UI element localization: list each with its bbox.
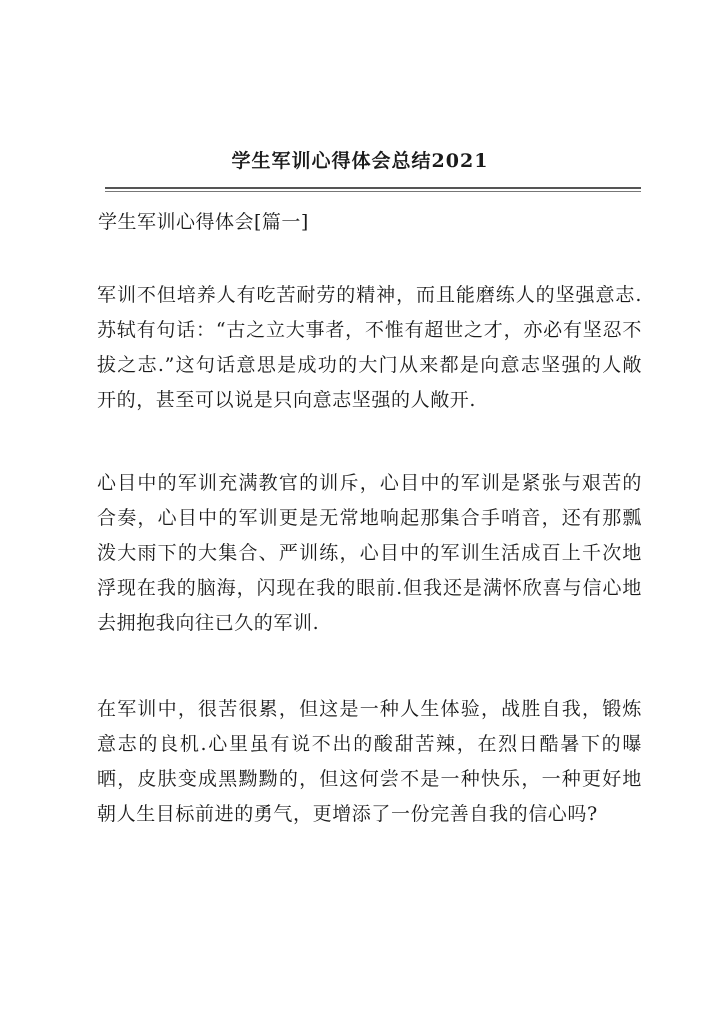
section-heading: 学生军训心得体会[篇一] xyxy=(98,211,309,233)
paragraph: 在军训中，很苦很累，但这是一种人生体验，战胜自我，锻炼意志的良机.心里虽有说不出的酸甜苦辣，在烈日酷暑下的曝晒，皮肤变成黑黝黝的，但这何尝不是一种快乐，一种更好地朝人生目标前进的勇气，更增添了一份完善自我的信心吗? xyxy=(97,698,642,825)
document-title: 学生军训心得体会总结2021 xyxy=(231,150,489,172)
title-divider xyxy=(105,187,641,192)
paragraph: 军训不但培养人有吃苦耐劳的精神，而且能磨练人的坚强意志.苏轼有句话：“古之立大事者，不惟有超世之才，亦必有坚忍不拔之志.”这句话意思是成功的大门从来都是向意志坚强的人敞开的，甚至可以说是只向意志坚强的人敞开. xyxy=(97,284,642,411)
paragraph: 心目中的军训充满教官的训斥，心目中的军训是紧张与艰苦的合奏，心目中的军训更是无常地响起那集合手哨音，还有那瓢泼大雨下的大集合、严训练，心目中的军训生活成百上千次地浮现在我的脑海，闪现在我的眼前.但我还是满怀欣喜与信心地去拥抱我向往已久的军训. xyxy=(97,472,642,634)
